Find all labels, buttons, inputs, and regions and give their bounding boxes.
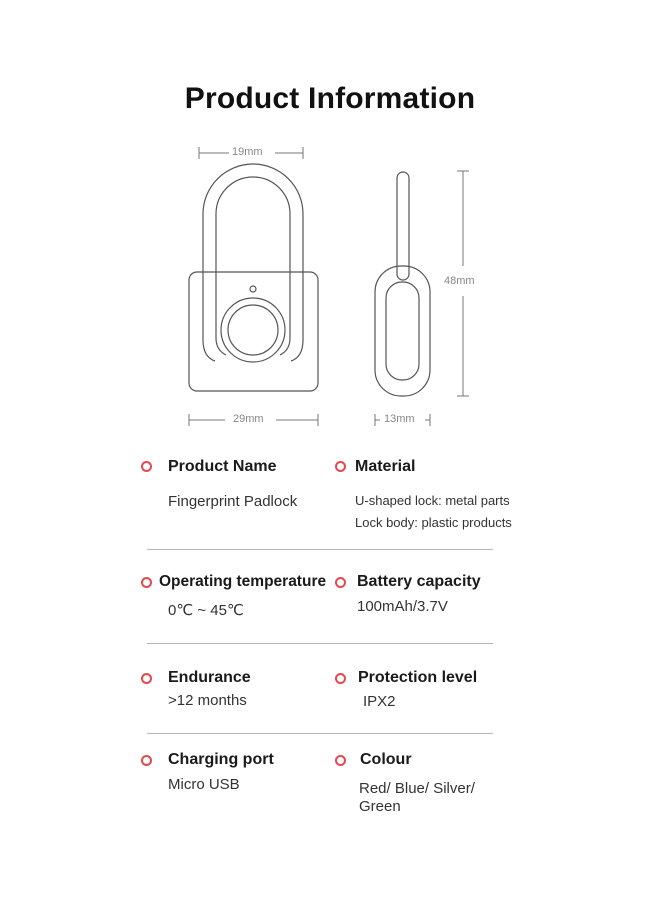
bullet-icon xyxy=(335,577,346,588)
spec-value-battery-capacity: 100mAh/3.7V xyxy=(357,598,448,615)
front-shackle-inner xyxy=(216,177,290,272)
spec-value-charging-port: Micro USB xyxy=(168,776,240,793)
indicator-light xyxy=(250,286,256,292)
spec-value-material-line1: U-shaped lock: metal parts xyxy=(355,493,510,508)
side-lock-body xyxy=(375,266,430,396)
spec-label-product-name: Product Name xyxy=(168,458,277,475)
bullet-icon xyxy=(141,755,152,766)
dimension-shackle-width: 19mm xyxy=(232,146,263,158)
spec-label-colour: Colour xyxy=(360,751,412,768)
spec-value-material-line2: Lock body: plastic products xyxy=(355,515,512,530)
spec-label-protection-level: Protection level xyxy=(358,669,478,686)
side-body-inner xyxy=(386,282,419,380)
spec-value-endurance: >12 months xyxy=(168,692,247,709)
spec-label-operating-temperature: Operating temperature xyxy=(159,573,327,590)
page-title: Product Information xyxy=(184,82,476,115)
spec-label-charging-port: Charging port xyxy=(168,751,274,768)
dimension-height: 48mm xyxy=(444,275,475,287)
dimension-depth: 13mm xyxy=(384,413,415,425)
bullet-icon xyxy=(141,673,152,684)
fingerprint-sensor-outer xyxy=(221,298,285,362)
dimension-body-width: 29mm xyxy=(233,413,264,425)
spec-label-material: Material xyxy=(355,458,416,475)
fingerprint-sensor-inner xyxy=(228,305,278,355)
spec-value-operating-temperature: 0℃ ~ 45℃ xyxy=(168,602,244,619)
divider xyxy=(147,733,493,734)
spec-value-colour-line2: Green xyxy=(359,798,401,815)
side-shackle xyxy=(397,172,409,280)
bullet-icon xyxy=(141,461,152,472)
front-shackle-outer xyxy=(203,164,303,272)
spec-value-protection-level: IPX2 xyxy=(363,693,396,710)
bullet-icon xyxy=(335,461,346,472)
spec-label-endurance: Endurance xyxy=(168,669,251,686)
spec-value-colour-line1: Red/ Blue/ Silver/ xyxy=(359,780,475,797)
spec-label-battery-capacity: Battery capacity xyxy=(357,573,481,590)
divider xyxy=(147,549,493,550)
front-lock-body xyxy=(189,272,318,391)
bullet-icon xyxy=(335,755,346,766)
bullet-icon xyxy=(335,673,346,684)
divider xyxy=(147,643,493,644)
spec-value-product-name: Fingerprint Padlock xyxy=(168,493,298,510)
bullet-icon xyxy=(141,577,152,588)
padlock-dimension-diagram xyxy=(0,0,660,440)
